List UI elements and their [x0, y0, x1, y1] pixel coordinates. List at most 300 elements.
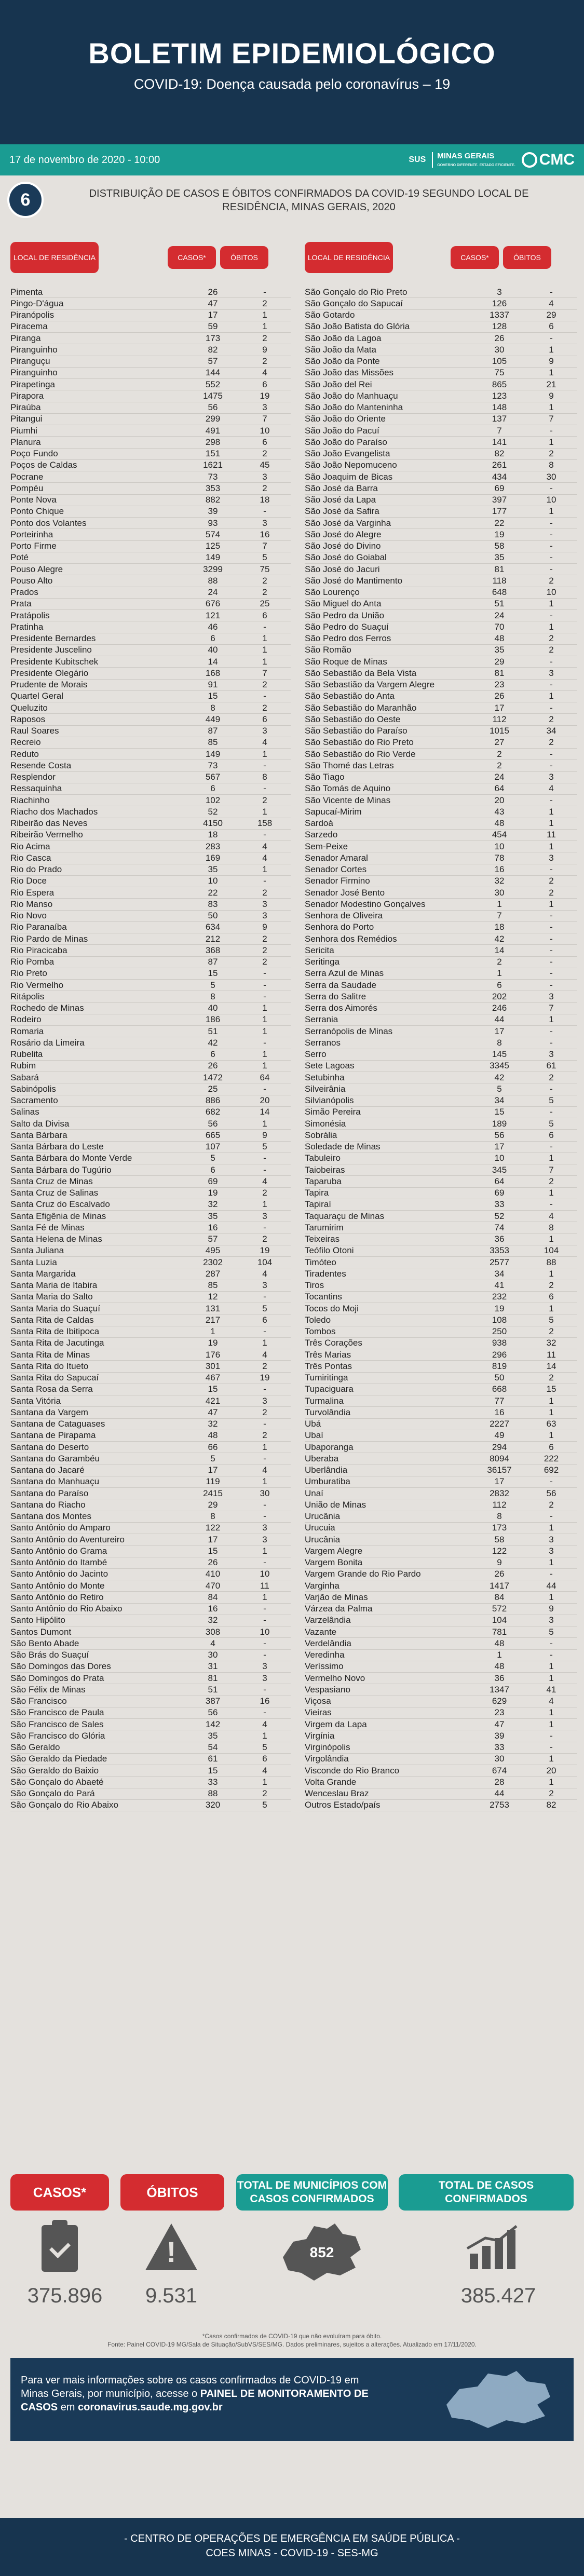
table-row — [305, 645, 577, 656]
row-municipio: São João do Pacuí — [305, 425, 379, 436]
row-casos: 84 — [208, 1592, 218, 1602]
row-casos: 151 — [205, 449, 221, 459]
row-casos: 819 — [492, 1361, 507, 1371]
row-obitos: 1 — [262, 1545, 267, 1556]
table-row — [305, 668, 577, 679]
table-row — [10, 1684, 291, 1696]
row-casos: 298 — [205, 437, 221, 447]
row-municipio: Tapiraí — [305, 1199, 332, 1210]
row-obitos: - — [263, 1153, 266, 1163]
sus-logo: SUS — [409, 155, 426, 164]
row-obitos: 6 — [549, 1130, 554, 1140]
row-casos: 674 — [492, 1765, 507, 1775]
row-obitos: 16 — [260, 529, 270, 539]
row-obitos: 56 — [546, 1488, 556, 1498]
row-casos: 35 — [494, 645, 505, 655]
table-row — [305, 1326, 577, 1338]
row-casos: 142 — [205, 1719, 221, 1729]
table-row — [305, 1164, 577, 1176]
table-row — [305, 368, 577, 379]
row-municipio: Santa Bárbara do Leste — [10, 1142, 104, 1152]
row-municipio: Várzea da Palma — [305, 1604, 373, 1614]
row-municipio: Rio do Prado — [10, 864, 62, 875]
row-municipio: Virgem da Lapa — [305, 1719, 367, 1729]
row-obitos: 9 — [262, 922, 267, 932]
row-obitos: - — [263, 968, 266, 979]
row-casos: 44 — [494, 1788, 505, 1799]
row-municipio: Senhora dos Remédios — [305, 933, 397, 944]
row-municipio: Romaria — [10, 1026, 44, 1036]
row-casos: 212 — [205, 933, 221, 944]
row-municipio: Porteirinha — [10, 529, 53, 539]
row-municipio: Tocos do Moji — [305, 1303, 359, 1313]
row-municipio: Ponto dos Volantes — [10, 518, 87, 528]
row-municipio: Sarzedo — [305, 830, 338, 840]
row-casos: 491 — [205, 425, 221, 436]
table-row — [10, 333, 291, 344]
row-obitos: 1 — [262, 1777, 267, 1787]
row-casos: 85 — [208, 1280, 218, 1291]
row-casos: 35 — [208, 1211, 218, 1221]
row-municipio: São José da Safira — [305, 506, 379, 517]
header-casos: CASOS* — [168, 246, 216, 269]
row-municipio: São Sebastião do Rio Preto — [305, 737, 414, 748]
total-casos-value: 385.427 — [460, 2284, 536, 2307]
table-row — [10, 379, 291, 390]
table-row — [10, 287, 291, 298]
row-casos: 149 — [205, 749, 221, 759]
row-casos: 75 — [494, 368, 505, 378]
table-body-right — [305, 287, 577, 1811]
row-casos: 232 — [492, 1292, 507, 1302]
row-obitos: 2 — [262, 680, 267, 690]
table-row — [10, 1615, 291, 1626]
table-row — [305, 1754, 577, 1765]
row-obitos: 1 — [549, 344, 554, 355]
row-municipio: Verdelândia — [305, 1638, 351, 1648]
row-obitos: 3 — [262, 1673, 267, 1683]
table-row — [305, 1107, 577, 1118]
row-obitos: 11 — [547, 830, 556, 840]
row-casos: 35 — [494, 552, 505, 563]
row-municipio: Pirapetinga — [10, 379, 56, 389]
row-casos: 17 — [494, 1026, 505, 1036]
row-municipio: Sardoá — [305, 818, 333, 829]
row-casos: 1475 — [203, 390, 223, 401]
row-obitos: - — [263, 1604, 266, 1614]
row-casos: 88 — [208, 575, 218, 586]
table-row — [305, 1338, 577, 1349]
row-obitos: - — [550, 1638, 553, 1648]
row-obitos: 2 — [549, 449, 554, 459]
row-municipio: Urucuia — [305, 1523, 335, 1533]
row-obitos: 19 — [260, 390, 270, 401]
row-casos: 78 — [494, 852, 505, 863]
row-municipio: São Vicente de Minas — [305, 795, 391, 805]
row-obitos: - — [550, 945, 553, 955]
row-obitos: 1 — [262, 1592, 267, 1602]
row-casos: 87 — [208, 726, 218, 736]
row-obitos: 4 — [262, 1765, 267, 1775]
table-row — [10, 414, 291, 425]
table-row — [10, 437, 291, 448]
row-municipio: Santa Cruz do Escalvado — [10, 1199, 110, 1210]
row-casos: 51 — [208, 1026, 218, 1036]
row-casos: 105 — [492, 356, 507, 367]
row-casos: 368 — [205, 945, 221, 955]
row-municipio: Raul Soares — [10, 726, 59, 736]
header — [0, 0, 584, 144]
row-obitos: 1 — [262, 1118, 267, 1129]
row-obitos: 7 — [262, 414, 267, 424]
table-row — [10, 1014, 291, 1026]
row-obitos: - — [263, 1453, 266, 1463]
logos — [409, 151, 575, 169]
row-casos: 25 — [208, 1083, 218, 1094]
row-municipio: Presidente Juscelino — [10, 645, 92, 655]
row-obitos: 4 — [262, 852, 267, 863]
row-casos: 26 — [208, 287, 218, 297]
row-casos: 51 — [494, 599, 505, 609]
row-municipio: São Gonçalo do Rio Abaixo — [10, 1800, 118, 1810]
row-obitos: - — [550, 529, 553, 539]
row-casos: 18 — [208, 830, 218, 840]
table-row — [305, 333, 577, 344]
row-municipio: Piranguinho — [10, 368, 58, 378]
table-row — [305, 1222, 577, 1233]
table-row — [305, 1800, 577, 1811]
row-casos: 470 — [205, 1580, 221, 1591]
row-casos: 30 — [494, 1754, 505, 1764]
table-row — [305, 1153, 577, 1164]
total-municipios-label: TOTAL DE MUNICÍPIOS COM CASOS CONFIRMADOS — [236, 2174, 388, 2211]
table-row — [10, 714, 291, 725]
row-obitos: 1 — [549, 402, 554, 413]
row-municipio: Rio Casca — [10, 852, 51, 863]
table-row — [305, 1696, 577, 1707]
row-municipio: Vazante — [305, 1626, 337, 1637]
row-casos: 173 — [492, 1523, 507, 1533]
row-casos: 9 — [497, 1557, 502, 1568]
row-casos: 50 — [494, 1373, 505, 1383]
row-casos: 82 — [208, 344, 218, 355]
table-row — [305, 310, 577, 321]
row-casos: 51 — [208, 1684, 218, 1694]
row-obitos: 1 — [262, 1730, 267, 1741]
row-municipio: Timóteo — [305, 1257, 336, 1267]
row-municipio: Serra Azul de Minas — [305, 968, 384, 979]
row-obitos: 1 — [549, 1268, 554, 1279]
row-obitos: 2 — [549, 1176, 554, 1186]
table-row — [10, 1707, 291, 1719]
row-casos: 22 — [208, 887, 218, 898]
row-municipio: Rosário da Limeira — [10, 1037, 85, 1048]
row-obitos: - — [550, 1511, 553, 1522]
row-municipio: Riacho dos Machados — [10, 806, 98, 817]
table-row — [10, 1095, 291, 1107]
row-municipio: Serranos — [305, 1037, 341, 1048]
row-municipio: São Tiago — [305, 772, 345, 782]
table-row — [10, 737, 291, 749]
cmc-logo-icon — [522, 152, 537, 168]
row-municipio: Santa Bárbara do Tugúrio — [10, 1164, 112, 1175]
table-row — [10, 945, 291, 956]
row-obitos: 1 — [549, 1430, 554, 1441]
table-row — [305, 887, 577, 899]
table-row — [10, 1788, 291, 1800]
row-municipio: Recreio — [10, 737, 41, 748]
row-obitos: 1 — [549, 1407, 554, 1417]
row-obitos: 3 — [262, 911, 267, 921]
row-obitos: 3 — [549, 1534, 554, 1544]
row-obitos: 5 — [549, 1626, 554, 1637]
row-casos: 1417 — [490, 1580, 509, 1591]
table-row — [305, 1234, 577, 1245]
row-municipio: São Brás do Suaçuí — [10, 1650, 89, 1660]
row-obitos: 7 — [549, 1003, 554, 1013]
row-municipio: Simão Pereira — [305, 1107, 361, 1117]
row-casos: 421 — [205, 1395, 221, 1406]
row-obitos: 104 — [544, 1245, 559, 1256]
row-casos: 682 — [205, 1107, 221, 1117]
minas-gerais-logo — [432, 152, 515, 168]
row-casos: 40 — [208, 1003, 218, 1013]
row-municipio: Santa Luzia — [10, 1257, 57, 1267]
table-row — [305, 1268, 577, 1280]
row-obitos: 1 — [549, 599, 554, 609]
row-casos: 44 — [494, 1014, 505, 1025]
row-casos: 73 — [208, 760, 218, 770]
notes — [0, 2330, 584, 2358]
table-row — [305, 1314, 577, 1326]
row-casos: 301 — [205, 1361, 221, 1371]
row-municipio: Três Corações — [305, 1338, 362, 1348]
row-municipio: Santana do Jacaré — [10, 1465, 85, 1475]
table-row — [10, 1453, 291, 1465]
table-row — [305, 864, 577, 876]
row-municipio: União de Minas — [305, 1499, 366, 1510]
row-obitos: 18 — [260, 495, 270, 505]
table-row — [305, 737, 577, 749]
table-row — [10, 783, 291, 795]
row-casos: 634 — [205, 922, 221, 932]
row-municipio: São Miguel do Anta — [305, 599, 382, 609]
row-casos: 23 — [494, 1707, 505, 1718]
table-row — [10, 899, 291, 910]
row-obitos: 2 — [549, 876, 554, 886]
row-casos: 886 — [205, 1095, 221, 1106]
row-municipio: Pimenta — [10, 287, 43, 297]
table-row — [10, 587, 291, 599]
row-obitos: 3 — [549, 991, 554, 1001]
table-row — [10, 1176, 291, 1187]
table-row — [10, 1338, 291, 1349]
row-obitos: 8 — [549, 460, 554, 470]
row-obitos: 4 — [549, 783, 554, 794]
table-row — [10, 1407, 291, 1418]
row-casos: 42 — [494, 1072, 505, 1082]
row-municipio: Salto da Divisa — [10, 1118, 70, 1129]
row-municipio: São Tomás de Aquino — [305, 783, 391, 794]
table-row — [10, 1153, 291, 1164]
row-municipio: São José do Jacuri — [305, 564, 380, 574]
table-row — [305, 460, 577, 471]
row-casos: 30 — [494, 887, 505, 898]
row-municipio: São José da Varginha — [305, 518, 391, 528]
row-municipio: Sericita — [305, 945, 334, 955]
table-row — [10, 1626, 291, 1638]
table-row — [305, 379, 577, 390]
row-casos: 131 — [205, 1303, 221, 1313]
row-casos: 28 — [494, 1777, 505, 1787]
row-casos: 64 — [494, 783, 505, 794]
row-municipio: São José do Divino — [305, 541, 381, 551]
row-casos: 26 — [494, 1569, 505, 1579]
table-row — [10, 471, 291, 483]
table-row — [10, 1245, 291, 1257]
row-obitos: 1 — [262, 1199, 267, 1210]
row-casos: 6 — [210, 633, 215, 644]
row-casos: 176 — [205, 1349, 221, 1360]
row-municipio: Santana do Manhuaçu — [10, 1476, 100, 1487]
row-municipio: Santa Maria do Suaçuí — [10, 1303, 100, 1313]
row-casos: 35 — [208, 1730, 218, 1741]
row-obitos: 1 — [262, 749, 267, 759]
row-obitos: 6 — [549, 321, 554, 332]
table-row — [305, 518, 577, 529]
row-casos: 294 — [492, 1442, 507, 1452]
row-casos: 882 — [205, 495, 221, 505]
footer-link[interactable]: coronavirus.saude.mg.gov.br — [78, 2402, 223, 2413]
row-obitos: - — [550, 1037, 553, 1048]
bottom-bar-line-1: - CENTRO DE OPERAÇÕES DE EMERGÊNCIA EM SAÚDE PÚBLICA - — [124, 2533, 460, 2544]
row-municipio: São Domingos do Prata — [10, 1673, 104, 1683]
row-casos: 5 — [210, 1453, 215, 1463]
row-casos: 112 — [492, 714, 507, 724]
minas-gerais-logo-subtext: GOVERNO DIFERENTE. ESTADO EFICIENTE. — [437, 164, 515, 167]
row-casos: 938 — [492, 1338, 507, 1348]
table-row — [305, 552, 577, 564]
row-obitos: 20 — [546, 1765, 556, 1775]
row-obitos: - — [550, 980, 553, 990]
row-casos: 665 — [205, 1130, 221, 1140]
row-obitos: 3 — [262, 471, 267, 482]
row-municipio: Senador José Bento — [305, 887, 385, 898]
table-row — [10, 1072, 291, 1083]
row-casos: 24 — [208, 587, 218, 598]
row-obitos: 5 — [262, 1142, 267, 1152]
row-municipio: São José do Goiabal — [305, 552, 387, 563]
row-obitos: 1 — [549, 368, 554, 378]
table-row — [10, 1523, 291, 1534]
table-row — [305, 1534, 577, 1545]
row-obitos: 44 — [546, 1580, 556, 1591]
row-casos: 2 — [497, 957, 502, 967]
row-casos: 17 — [208, 310, 218, 320]
summary-panel — [0, 2174, 584, 2330]
table-row — [305, 1349, 577, 1361]
row-casos: 81 — [494, 668, 505, 678]
row-obitos: 14 — [260, 1107, 270, 1117]
row-obitos: 1 — [549, 1557, 554, 1568]
table-row — [10, 529, 291, 540]
row-casos: 283 — [205, 841, 221, 851]
row-municipio: Piracema — [10, 321, 48, 332]
row-casos: 83 — [208, 899, 218, 909]
row-obitos: 88 — [546, 1257, 556, 1267]
row-casos: 39 — [208, 506, 218, 517]
table-row — [10, 564, 291, 575]
row-obitos: 104 — [257, 1257, 273, 1267]
row-casos: 296 — [492, 1349, 507, 1360]
row-obitos: - — [263, 1650, 266, 1660]
row-casos: 495 — [205, 1245, 221, 1256]
row-municipio: Reduto — [10, 749, 39, 759]
table-row — [305, 1615, 577, 1626]
table-row — [305, 1626, 577, 1638]
row-casos: 30 — [208, 1650, 218, 1660]
row-municipio: Riachinho — [10, 795, 50, 805]
row-obitos: - — [550, 333, 553, 343]
row-municipio: Pitangui — [10, 414, 43, 424]
row-obitos: 1 — [549, 818, 554, 829]
row-casos: 81 — [208, 1673, 218, 1683]
table-row — [10, 1234, 291, 1245]
row-casos: 52 — [494, 1211, 505, 1221]
row-obitos: - — [550, 1476, 553, 1487]
row-obitos: 9 — [549, 356, 554, 367]
table-row — [305, 772, 577, 783]
table-row — [305, 957, 577, 968]
row-municipio: Santa Cruz de Minas — [10, 1176, 93, 1186]
row-obitos: 9 — [549, 1604, 554, 1614]
table-row — [305, 1292, 577, 1303]
row-obitos: 4 — [549, 1211, 554, 1221]
row-casos: 32 — [208, 1615, 218, 1625]
table-row — [305, 1788, 577, 1800]
row-casos: 3353 — [490, 1245, 509, 1256]
casos-label: CASOS* — [10, 2174, 109, 2211]
row-casos: 15 — [208, 691, 218, 701]
table-row — [10, 1442, 291, 1453]
row-obitos: 3 — [549, 772, 554, 782]
row-obitos: 1 — [549, 1707, 554, 1718]
row-municipio: São Bento Abade — [10, 1638, 79, 1648]
row-obitos: 1 — [549, 1719, 554, 1729]
row-casos: 26 — [208, 1557, 218, 1568]
row-casos: 4150 — [203, 818, 223, 829]
table-row — [305, 1453, 577, 1465]
table-row — [10, 1222, 291, 1233]
row-casos: 82 — [494, 449, 505, 459]
row-casos: 48 — [494, 1638, 505, 1648]
row-casos: 148 — [492, 402, 507, 413]
row-municipio: Tiradentes — [305, 1268, 346, 1279]
row-casos: 31 — [208, 1661, 218, 1672]
row-casos: 15 — [494, 1107, 505, 1117]
row-casos: 397 — [492, 495, 507, 505]
table-row — [305, 1499, 577, 1511]
row-municipio: São Gonçalo do Abaeté — [10, 1777, 104, 1787]
row-casos: 2 — [497, 760, 502, 770]
row-obitos: - — [550, 552, 553, 563]
table-row — [305, 529, 577, 540]
row-casos: 57 — [208, 356, 218, 367]
table-row — [10, 957, 291, 968]
table-row — [305, 610, 577, 621]
row-municipio: Silvianópolis — [305, 1095, 354, 1106]
table-row — [305, 506, 577, 518]
